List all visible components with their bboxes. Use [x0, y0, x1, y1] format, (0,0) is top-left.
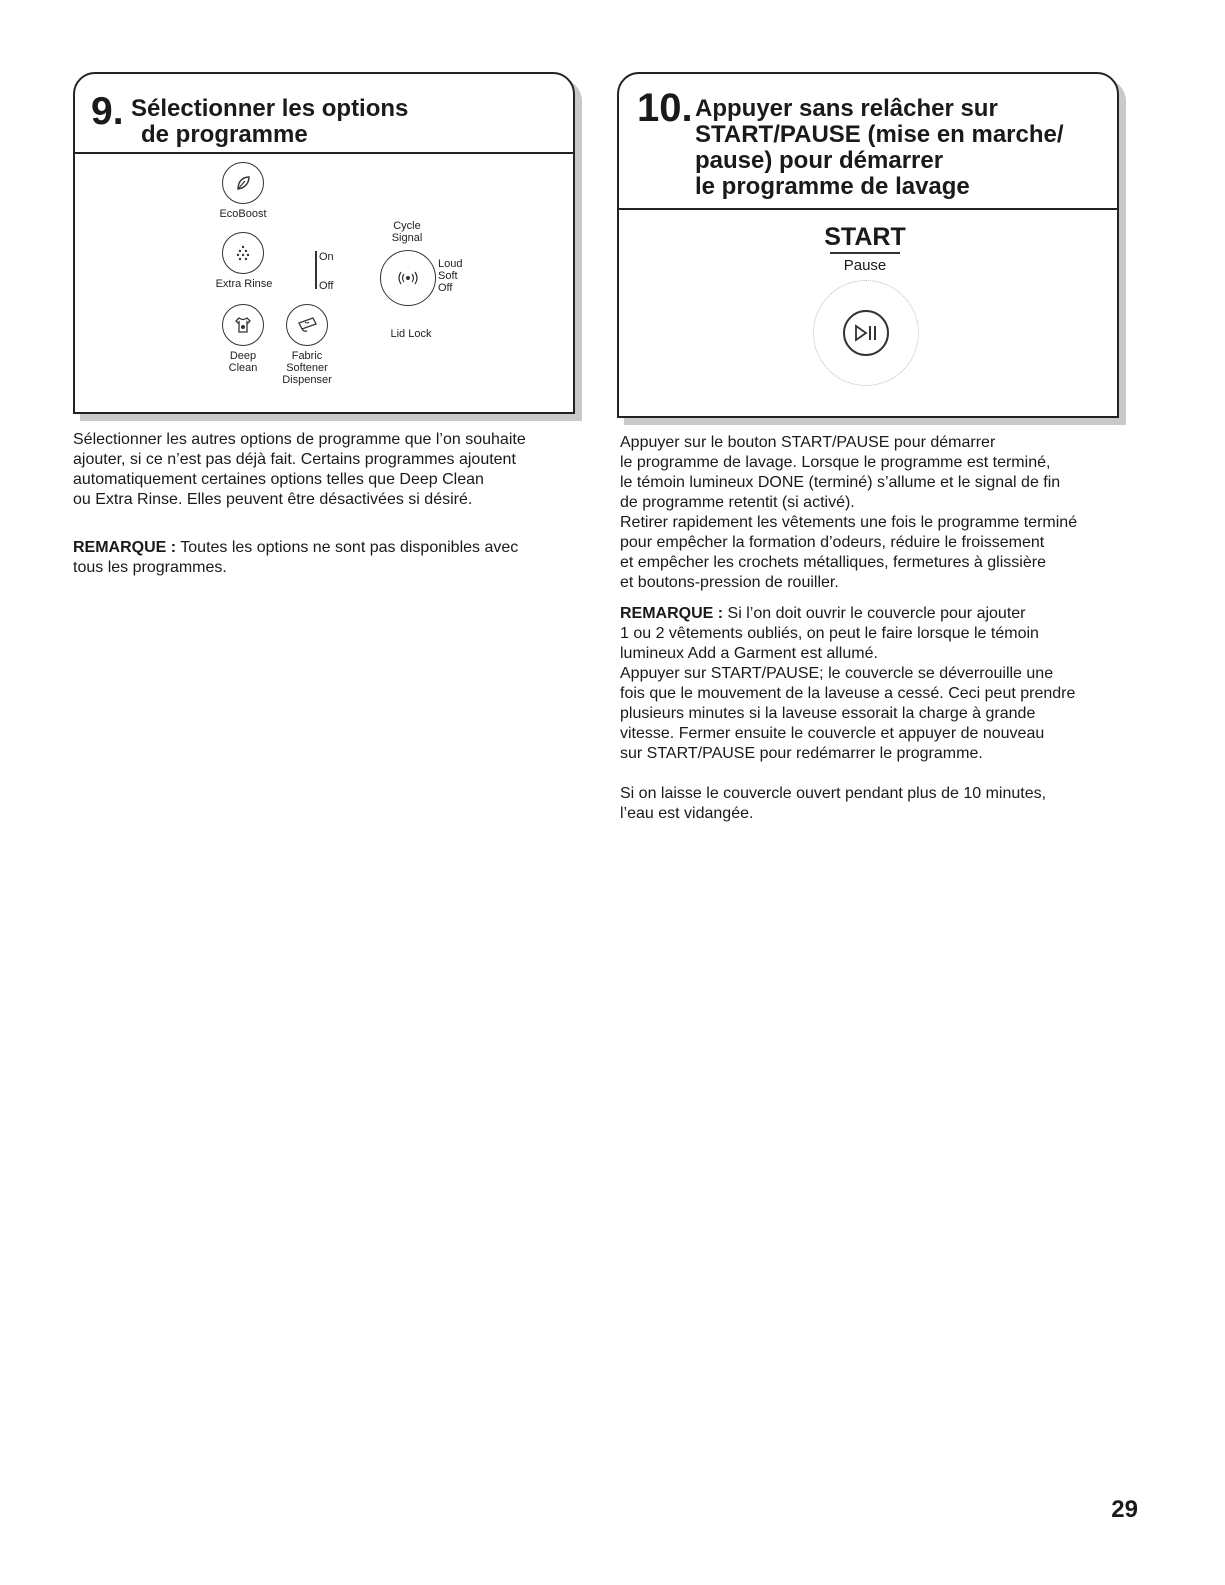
sound-wave-icon: [393, 271, 423, 285]
deep-clean-label-2: Clean: [228, 362, 258, 374]
step-10-paragraph-line: de programme retentit (si activé).: [620, 494, 855, 511]
fabric-softener-label-2: Softener: [286, 362, 328, 374]
deep-clean-button[interactable]: [222, 304, 264, 346]
step-10-paragraph-line: le programme de lavage. Lorsque le programme est terminé,: [620, 454, 1051, 471]
step-10-note-line: fois que le mouvement de la laveuse a cessé. Ceci peut prendre: [620, 685, 1076, 702]
step-10-paragraph-line: l’eau est vidangée.: [620, 805, 754, 822]
page-number: 29: [1111, 1496, 1138, 1523]
step-10-title-line: START/PAUSE (mise en marche/: [695, 121, 1064, 148]
step-9-paragraph-line: ou Extra Rinse. Elles peuvent être désactivées si désiré.: [73, 491, 473, 508]
step-10-box: [617, 72, 1119, 418]
step-9-header: [75, 74, 573, 154]
step-9-note-line-2: tous les programmes.: [73, 559, 227, 576]
step-10-note-line: 1 ou 2 vêtements oubliés, on peut le faire lorsque le témoin: [620, 625, 1039, 642]
deep-clean-label-1: Deep: [229, 350, 257, 362]
step-9-paragraph: [73, 430, 593, 510]
fabric-softener-label-1: Fabric: [291, 350, 323, 362]
step-10-title-line: le programme de lavage: [695, 173, 970, 200]
on-off-scale: [315, 251, 317, 289]
step-10-note-line: plusieurs minutes si la laveuse essorait la charge à grande: [620, 705, 1036, 722]
step-9-note-line-1: [73, 538, 593, 558]
on-label: On: [319, 251, 334, 263]
softener-bottle-icon: [295, 314, 319, 336]
cycle-signal-label-1: Cycle: [393, 220, 421, 232]
step-9-note: [73, 538, 593, 578]
step-9-paragraph-line: ajouter, si ce n’est pas déjà fait. Certains programmes ajoutent: [73, 451, 516, 468]
step-10-paragraph-line: et empêcher les crochets métalliques, fermetures à glissière: [620, 554, 1046, 571]
step-9-title-line-2: de programme: [141, 121, 308, 148]
step-10-note: [620, 604, 1140, 764]
step-10-paragraph-line: le témoin lumineux DONE (terminé) s’allume et le signal de fin: [620, 474, 1061, 491]
start-label: START: [824, 223, 906, 251]
step-9-paragraph-line: automatiquement certaines options telles que Deep Clean: [73, 471, 484, 488]
start-underline: [830, 252, 900, 254]
start-pause-button[interactable]: [843, 310, 889, 356]
ecoboost-label: EcoBoost: [219, 208, 267, 220]
pause-label: Pause: [843, 257, 887, 274]
step-9-number: 9.: [91, 90, 124, 133]
step-10-note-line: vitesse. Fermer ensuite le couvercle et appuyer de nouveau: [620, 725, 1045, 742]
step-9-paragraph-line: Sélectionner les autres options de programme que l’on souhaite: [73, 431, 526, 448]
signal-off-label: Off: [438, 282, 453, 294]
soft-label: Soft: [438, 270, 458, 282]
cycle-signal-label-2: Signal: [391, 232, 423, 244]
lid-lock-label: Lid Lock: [390, 328, 432, 340]
step-10-note-line-1: [620, 604, 1140, 624]
loud-label: Loud: [438, 258, 463, 270]
play-pause-icon: [852, 323, 880, 343]
step-10-paragraph-line: Appuyer sur le bouton START/PAUSE pour démarrer: [620, 434, 996, 451]
water-drops-icon: [232, 242, 254, 264]
step-10-paragraph-line: pour empêcher la formation d’odeurs, réduire le froissement: [620, 534, 1045, 551]
step-9-box: [73, 72, 575, 414]
fabric-softener-button[interactable]: [286, 304, 328, 346]
ecoboost-button[interactable]: [222, 162, 264, 204]
step-10-paragraph-line: et boutons-pression de rouiller.: [620, 574, 839, 591]
step-9-title: [131, 96, 551, 148]
extra-rinse-label: Extra Rinse: [215, 278, 273, 290]
step-10-title-line: pause) pour démarrer: [695, 147, 944, 174]
shirt-stain-icon: [232, 314, 254, 336]
note-text: Toutes les options ne sont pas disponibles avec: [176, 539, 519, 556]
note-text: Si l’on doit ouvrir le couvercle pour ajouter: [723, 605, 1026, 622]
step-10-title-line: Appuyer sans relâcher sur: [695, 95, 998, 122]
step-10-number: 10.: [637, 86, 693, 130]
step-10-paragraph-line: Retirer rapidement les vêtements une fois le programme terminé: [620, 514, 1078, 531]
note-label: REMARQUE :: [73, 539, 177, 556]
step-10-note-line: Appuyer sur START/PAUSE; le couvercle se déverrouille une: [620, 665, 1054, 682]
note-label: REMARQUE :: [620, 605, 724, 622]
cycle-signal-button[interactable]: [380, 250, 436, 306]
step-10-paragraph-line: Si on laisse le couvercle ouvert pendant plus de 10 minutes,: [620, 785, 1047, 802]
step-10-header: [619, 74, 1117, 210]
step-10-paragraph-3: [620, 784, 1140, 824]
step-10-note-line: sur START/PAUSE pour redémarrer le programme.: [620, 745, 983, 762]
step-9-title-line-1: Sélectionner les options: [131, 95, 409, 122]
step-10-title: [695, 96, 1105, 200]
step-10-paragraph-1: [620, 433, 1140, 593]
extra-rinse-button[interactable]: [222, 232, 264, 274]
leaf-icon: [232, 172, 254, 194]
off-label: Off: [319, 280, 334, 292]
step-10-note-line: lumineux Add a Garment est allumé.: [620, 645, 878, 662]
fabric-softener-label-3: Dispenser: [282, 374, 332, 386]
